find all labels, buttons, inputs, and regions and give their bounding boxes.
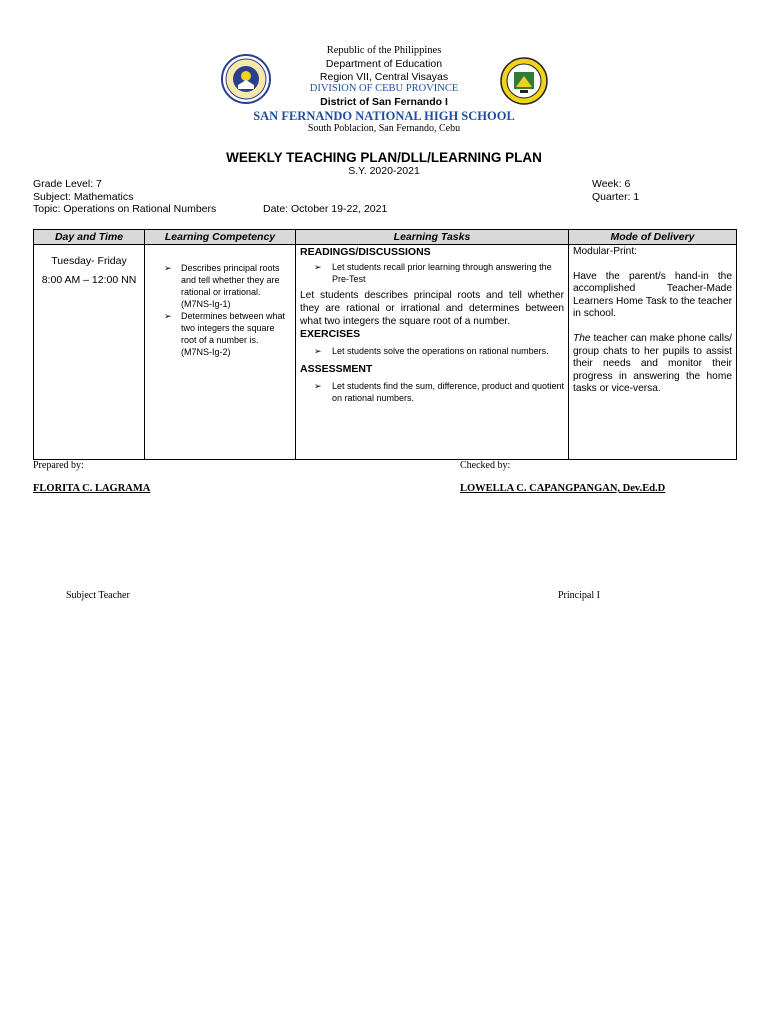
school-name: SAN FERNANDO NATIONAL HIGH SCHOOL: [253, 109, 515, 123]
competency-item-2: Determines between what two integers the square root of a number is. (M7NS-Ig-2): [181, 311, 286, 357]
bullet-arrow-icon: ➢: [314, 346, 322, 356]
week: Week: 6: [592, 178, 631, 190]
list-item: [300, 259, 564, 285]
region-line: Region VII, Central Visayas: [319, 71, 449, 83]
prepared-by-label: Prepared by:: [33, 460, 84, 471]
list-item: [300, 341, 564, 357]
delivery-paragraph-2: [573, 321, 732, 396]
checked-by-label: Checked by:: [460, 460, 511, 471]
table-header-row: [34, 230, 737, 245]
topic: Topic: Operations on Rational Numbers: [33, 203, 217, 215]
competency-item-1: Describes principal roots and tell whether they are rational or irrational. (M7NS-Ig-1): [181, 263, 280, 309]
delivery-cell: [569, 245, 737, 460]
exercises-bullet: Let students solve the operations on rational numbers.: [332, 346, 549, 356]
delivery-paragraph-2-text: teacher can make phone calls/ group chats to her pupils to assist their needs and monitor their progress in answering the home tasks or vice-versa.: [573, 332, 732, 395]
principal-role: Principal I: [558, 590, 600, 601]
list-item: [300, 376, 564, 404]
teacher-role: Subject Teacher: [66, 590, 130, 601]
header-competency: Learning Competency: [145, 230, 296, 245]
assessment-bullet: Let students find the sum, difference, product and quotient on rational numbers.: [332, 381, 564, 403]
header-day-time: Day and Time: [34, 230, 145, 245]
bullet-arrow-icon: ➢: [164, 311, 172, 321]
header-tasks: Learning Tasks: [296, 230, 569, 245]
district-line: District of San Fernando I: [320, 96, 448, 108]
delivery-paragraph-1: Have the parent/s hand-in the accomplished Teacher-Made Learners Home Task to the teacher in school.: [573, 270, 732, 320]
bullet-arrow-icon: ➢: [314, 381, 322, 391]
competency-cell: [145, 245, 296, 460]
time-range: 8:00 AM – 12:00 NN: [41, 274, 137, 286]
principal-name: LOWELLA C. CAPANGPANGAN, Dev.Ed.D: [460, 483, 666, 494]
day-time-cell: [34, 245, 145, 460]
teacher-name: FLORITA C. LAGRAMA: [33, 483, 151, 494]
division-line: DIVISION OF CEBU PROVINCE: [309, 83, 459, 94]
readings-paragraph: Let students describes principal roots and tell whether they are rational or irrational and determines between what two integers the square root of a number.: [300, 290, 564, 327]
tasks-cell: [296, 245, 569, 460]
delivery-mode: Modular-Print:: [573, 246, 637, 257]
school-year: S.Y. 2020-2021: [348, 165, 420, 177]
quarter: Quarter: 1: [592, 191, 640, 203]
republic-line: Republic of the Philippines: [326, 45, 442, 56]
plan-table: [33, 229, 737, 460]
page-title: WEEKLY TEACHING PLAN/DLL/LEARNING PLAN: [226, 150, 542, 165]
bullet-arrow-icon: ➢: [164, 263, 172, 273]
bullet-arrow-icon: ➢: [314, 262, 322, 272]
department-line: Department of Education: [325, 58, 443, 70]
delivery-italic-word: The: [573, 332, 591, 344]
school-address: South Poblacion, San Fernando, Cebu: [307, 123, 461, 134]
readings-heading: READINGS/DISCUSSIONS: [300, 246, 431, 258]
subject: Subject: Mathematics: [33, 191, 134, 203]
exercises-heading: EXERCISES: [300, 328, 361, 340]
header-delivery: Mode of Delivery: [569, 230, 737, 245]
list-item: [164, 262, 289, 310]
grade-level: Grade Level: 7: [33, 178, 102, 190]
table-row: [34, 245, 737, 460]
list-item: [164, 310, 289, 358]
day-range: Tuesday- Friday: [51, 255, 127, 267]
assessment-heading: ASSESSMENT: [300, 363, 373, 375]
readings-bullet: Let students recall prior learning through answering the Pre-Test: [332, 262, 552, 284]
date: Date: October 19-22, 2021: [263, 203, 388, 215]
